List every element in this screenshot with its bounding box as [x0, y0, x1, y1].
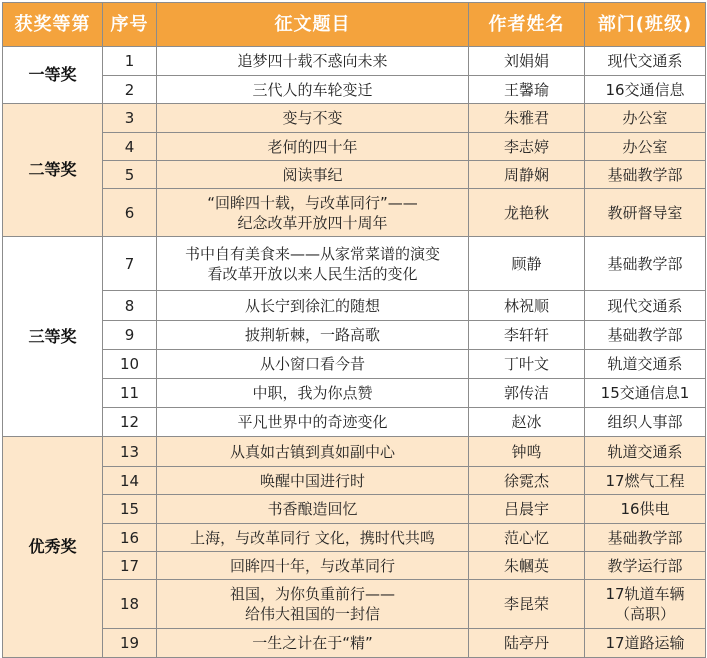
number-cell: 11 — [103, 379, 157, 408]
table-row — [3, 237, 706, 291]
line: 15交通信息1 — [600, 384, 690, 402]
line: 上海，与改革同行 文化，携时代共鸣 — [190, 528, 435, 547]
number-cell: 4 — [103, 133, 157, 161]
table-row — [3, 321, 706, 350]
table-row — [3, 104, 706, 133]
department-cell — [585, 321, 706, 350]
table-row — [3, 524, 706, 552]
line: 17燃气工程 — [605, 471, 685, 490]
header-row — [3, 3, 706, 47]
line: 一生之计在于“精” — [252, 634, 373, 652]
department-cell — [585, 47, 706, 76]
table-row — [3, 379, 706, 408]
author-cell: 刘娟娟 — [469, 47, 585, 76]
title-cell — [157, 379, 469, 408]
line: 基础教学部 — [607, 528, 683, 547]
title-cell — [157, 47, 469, 76]
line: 基础教学部 — [607, 326, 683, 344]
line: 轨道交通系 — [607, 355, 683, 373]
author-cell: 范心忆 — [469, 524, 585, 552]
author-cell: 朱雅君 — [469, 104, 585, 133]
author-cell: 钟鸣 — [469, 437, 585, 467]
author-cell: 龙艳秋 — [469, 189, 585, 237]
title-cell — [157, 104, 469, 133]
author-cell: 顾静 — [469, 237, 585, 291]
author-cell: 丁叶文 — [469, 350, 585, 379]
line: 看改革开放以来人民生活的变化 — [207, 264, 418, 283]
table-row — [3, 189, 706, 237]
title-cell — [157, 580, 469, 629]
title-cell — [157, 321, 469, 350]
author-cell: 郭传洁 — [469, 379, 585, 408]
header-department: 部门(班级) — [585, 3, 706, 47]
title-cell — [157, 552, 469, 580]
author-cell: 李志婷 — [469, 133, 585, 161]
line: 教学运行部 — [607, 556, 683, 575]
department-cell — [585, 237, 706, 291]
line: 书中自有美食来——从家常菜谱的演变 — [184, 244, 440, 263]
table-row — [3, 408, 706, 437]
line: 办公室 — [622, 109, 668, 127]
title-cell — [157, 629, 469, 658]
table-row — [3, 161, 706, 189]
department-cell — [585, 629, 706, 658]
line: 老何的四十年 — [267, 137, 358, 156]
title-cell — [157, 350, 469, 379]
author-cell: 周静娴 — [469, 161, 585, 189]
title-cell — [157, 76, 469, 104]
author-cell: 陆亭丹 — [469, 629, 585, 658]
department-cell — [585, 408, 706, 437]
table-row — [3, 47, 706, 76]
author-cell: 李昆荣 — [469, 580, 585, 629]
department-cell — [585, 350, 706, 379]
number-cell: 15 — [103, 495, 157, 524]
title-cell — [157, 495, 469, 524]
number-cell: 5 — [103, 161, 157, 189]
author-cell: 朱幗英 — [469, 552, 585, 580]
author-cell: 林祝顺 — [469, 291, 585, 321]
line: 17轨道车辆 — [605, 585, 685, 603]
table-row — [3, 133, 706, 161]
department-cell — [585, 379, 706, 408]
number-cell: 9 — [103, 321, 157, 350]
number-cell: 19 — [103, 629, 157, 658]
header-author: 作者姓名 — [469, 3, 585, 47]
table-row — [3, 467, 706, 495]
line: 书香酿造回忆 — [267, 500, 358, 518]
table-row — [3, 580, 706, 629]
line: 回眸四十年，与改革同行 — [229, 556, 395, 575]
line: 现代交通系 — [607, 296, 683, 315]
award-level-cell: 二等奖 — [3, 104, 103, 237]
number-cell: 14 — [103, 467, 157, 495]
line: 阅读事纪 — [282, 165, 343, 184]
title-cell — [157, 189, 469, 237]
department-cell — [585, 467, 706, 495]
author-cell: 李轩轩 — [469, 321, 585, 350]
award-level-cell: 优秀奖 — [3, 437, 103, 658]
awards-table — [2, 2, 706, 658]
table-row — [3, 629, 706, 658]
line: “回眸四十载，与改革同行”—— — [207, 193, 418, 212]
line: 教研督导室 — [607, 203, 683, 222]
table-row — [3, 495, 706, 524]
line: 基础教学部 — [607, 165, 683, 184]
table-row — [3, 552, 706, 580]
line: 轨道交通系 — [607, 442, 683, 461]
department-cell — [585, 552, 706, 580]
number-cell: 3 — [103, 104, 157, 133]
line: 唤醒中国进行时 — [259, 471, 365, 490]
line: 16供电 — [620, 500, 670, 518]
number-cell: 1 — [103, 47, 157, 76]
line: 从真如古镇到真如副中心 — [229, 442, 395, 461]
title-cell — [157, 437, 469, 467]
line: 中职，我为你点赞 — [252, 384, 373, 402]
department-cell — [585, 189, 706, 237]
table-row — [3, 76, 706, 104]
line: 平凡世界中的奇迹变化 — [237, 413, 388, 431]
number-cell: 17 — [103, 552, 157, 580]
title-cell — [157, 467, 469, 495]
number-cell: 13 — [103, 437, 157, 467]
line: 披荆斩棘，一路高歌 — [244, 326, 380, 344]
line: 现代交通系 — [607, 52, 683, 70]
header-number: 序号 — [103, 3, 157, 47]
number-cell: 2 — [103, 76, 157, 104]
department-cell — [585, 104, 706, 133]
awards-table-body — [3, 47, 706, 658]
line: 从小窗口看今昔 — [259, 355, 365, 373]
author-cell: 徐霓杰 — [469, 467, 585, 495]
title-cell — [157, 133, 469, 161]
line: 变与不变 — [282, 109, 343, 127]
title-cell — [157, 237, 469, 291]
header-essay-title: 征文题目 — [157, 3, 469, 47]
line: 给伟大祖国的一封信 — [244, 605, 380, 623]
department-cell — [585, 495, 706, 524]
department-cell — [585, 580, 706, 629]
line: 追梦四十载不惑向未来 — [237, 52, 388, 70]
line: 祖国，为你负重前行—— — [229, 585, 395, 603]
header-award-level: 获奖等第 — [3, 3, 103, 47]
number-cell: 7 — [103, 237, 157, 291]
department-cell — [585, 437, 706, 467]
line: 基础教学部 — [607, 254, 683, 273]
table-row — [3, 350, 706, 379]
author-cell: 吕晨宇 — [469, 495, 585, 524]
title-cell — [157, 161, 469, 189]
title-cell — [157, 408, 469, 437]
number-cell: 6 — [103, 189, 157, 237]
number-cell: 16 — [103, 524, 157, 552]
number-cell: 18 — [103, 580, 157, 629]
author-cell: 赵冰 — [469, 408, 585, 437]
award-level-cell: 一等奖 — [3, 47, 103, 104]
department-cell — [585, 291, 706, 321]
line: 16交通信息 — [605, 80, 685, 99]
department-cell — [585, 161, 706, 189]
department-cell — [585, 133, 706, 161]
table-row — [3, 291, 706, 321]
awards-table-container — [2, 2, 705, 658]
department-cell — [585, 524, 706, 552]
author-cell: 王馨瑜 — [469, 76, 585, 104]
number-cell: 12 — [103, 408, 157, 437]
number-cell: 8 — [103, 291, 157, 321]
title-cell — [157, 291, 469, 321]
department-cell — [585, 76, 706, 104]
title-cell — [157, 524, 469, 552]
number-cell: 10 — [103, 350, 157, 379]
line: 组织人事部 — [607, 413, 683, 431]
table-row — [3, 437, 706, 467]
line: 三代人的车轮变迁 — [252, 80, 373, 99]
line: 纪念改革开放四十周年 — [237, 213, 388, 232]
line: 办公室 — [622, 137, 668, 156]
line: 从长宁到徐汇的随想 — [244, 296, 380, 315]
award-level-cell: 三等奖 — [3, 237, 103, 437]
line: 17道路运输 — [605, 634, 685, 652]
line: （高职） — [614, 605, 675, 623]
